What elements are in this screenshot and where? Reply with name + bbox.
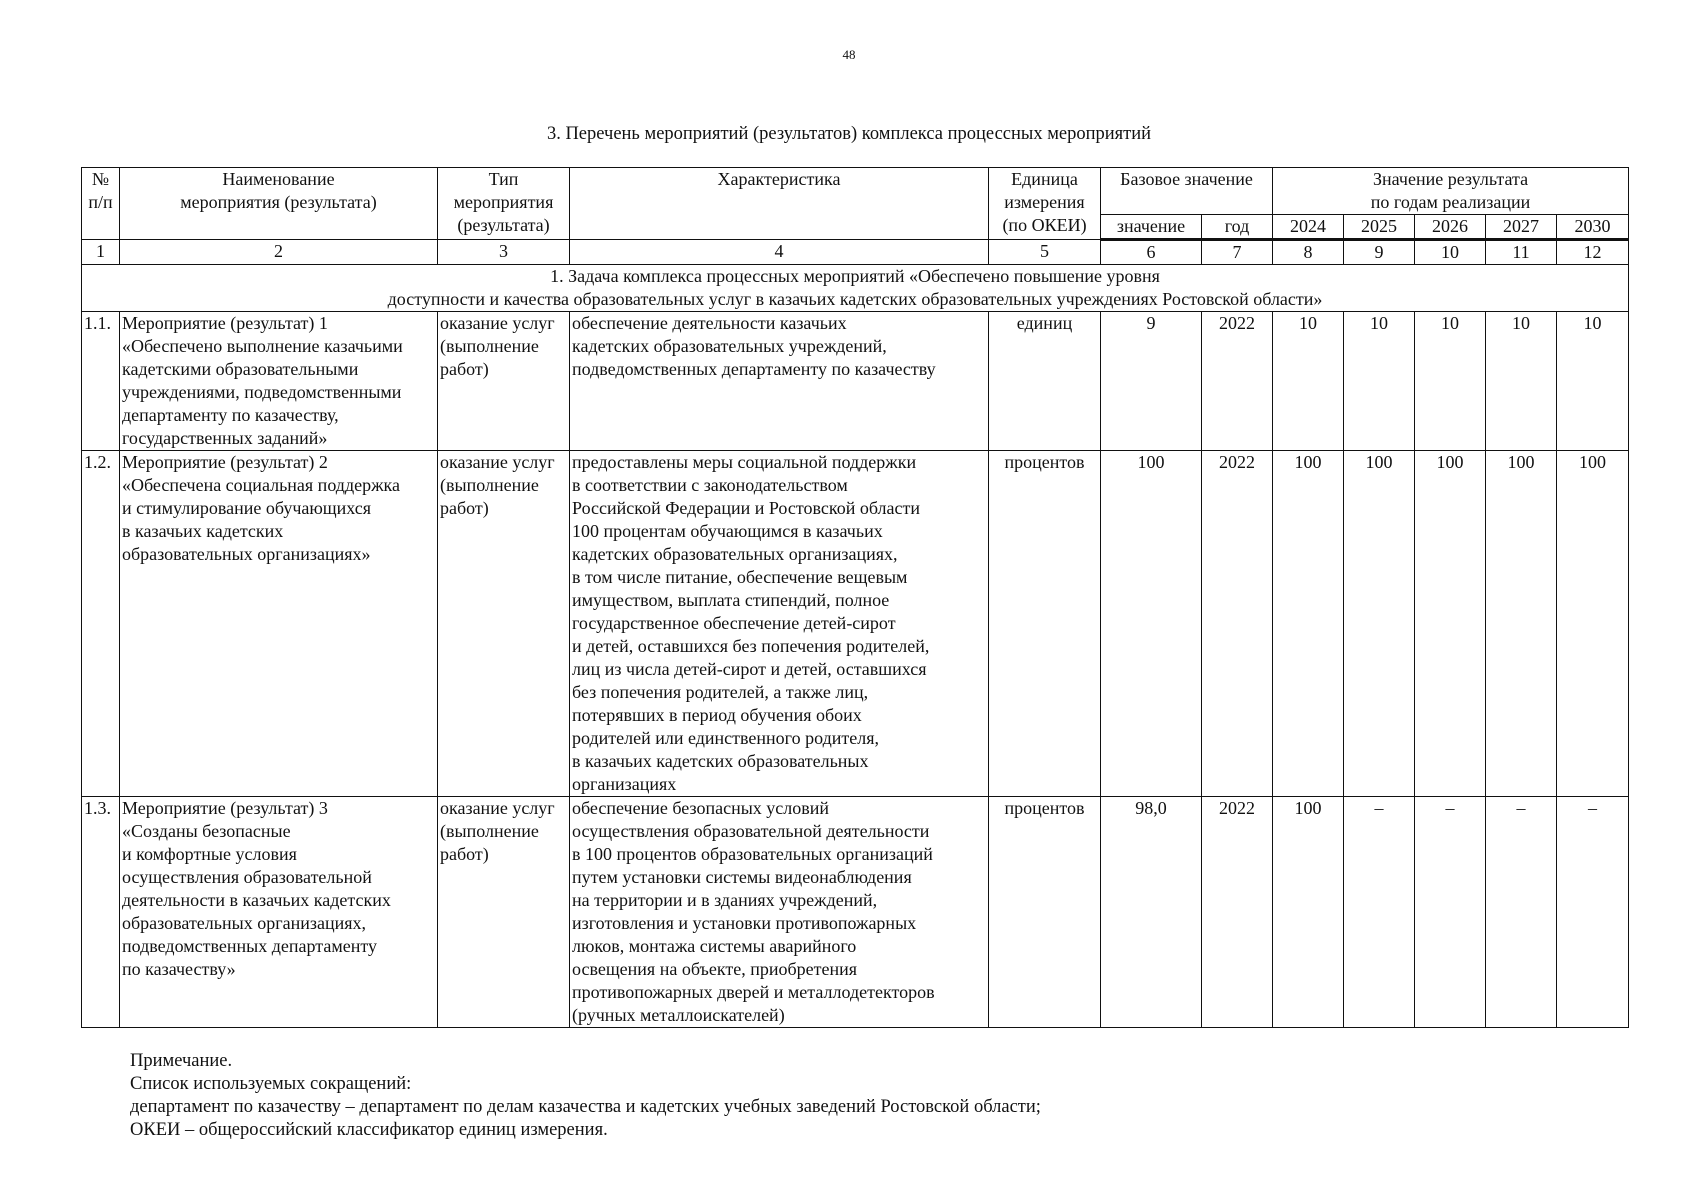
row-value-2024: 10: [1273, 312, 1344, 451]
table-row: [82, 312, 1629, 451]
header-unit: Единица измерения (по ОКЕИ): [989, 168, 1101, 240]
task-header: 1. Задача комплекса процессных мероприятий «Обеспечено повышение уровня доступности и качества образовательных услуг в казачьих кадетских образовательных учреждениях Ростовской области»: [82, 265, 1629, 312]
header-base: Базовое значение: [1101, 168, 1273, 215]
header-year-2027: 2027: [1486, 215, 1557, 240]
column-number: 9: [1344, 240, 1415, 265]
header-year-2026: 2026: [1415, 215, 1486, 240]
row-characteristic: предоставлены меры социальной поддержки в соответствии с законодательством Российской Федерации и Ростовской области 100 процентам обучающимся в казачьих кадетских образовательных организациях, в том числе питание, обеспечение вещевым имуществом, выплата стипендий, полное государственное обеспечение детей-сирот и детей, оставшихся без попечения родителей, лиц из числа детей-сирот и детей, оставшихся без попечения родителей, а также лиц, потерявших в период обучения обоих родителей или единственного родителя, в казачьих кадетских образовательных организациях: [570, 451, 989, 797]
row-unit: процентов: [989, 451, 1101, 797]
row-name: Мероприятие (результат) 3 «Созданы безопасные и комфортные условия осуществления образовательной деятельности в казачьих кадетских образовательных организациях, подведомственных департаменту по казачеству»: [120, 797, 438, 1028]
column-number: 12: [1557, 240, 1629, 265]
column-number: 2: [120, 240, 438, 265]
table-row: [82, 797, 1629, 1028]
header-year-2030: 2030: [1557, 215, 1629, 240]
header-result-values: Значение результата по годам реализации: [1273, 168, 1629, 215]
row-value-2027: 100: [1486, 451, 1557, 797]
row-characteristic: обеспечение безопасных условий осуществления образовательной деятельности в 100 процентов образовательных организаций путем установки системы видеонаблюдения на территории и в зданиях учреждений, изготовления и установки противопожарных люков, монтажа системы аварийного освещения на объекте, приобретения противопожарных дверей и металлодетекторов (ручных металлоискателей): [570, 797, 989, 1028]
row-value-2026: 10: [1415, 312, 1486, 451]
header-base-year: год: [1202, 215, 1273, 240]
row-unit: процентов: [989, 797, 1101, 1028]
row-base-year: 2022: [1202, 797, 1273, 1028]
note-line: ОКЕИ – общероссийский классификатор единиц измерения.: [130, 1120, 608, 1140]
row-base-year: 2022: [1202, 451, 1273, 797]
row-value-2024: 100: [1273, 797, 1344, 1028]
header-year-2025: 2025: [1344, 215, 1415, 240]
row-type: оказание услуг (выполнение работ): [438, 451, 570, 797]
row-name: Мероприятие (результат) 2 «Обеспечена социальная поддержка и стимулирование обучающихся в казачьих кадетских образовательных организациях»: [120, 451, 438, 797]
row-value-2027: 10: [1486, 312, 1557, 451]
column-number: 11: [1486, 240, 1557, 265]
row-value-2025: –: [1344, 797, 1415, 1028]
column-number: 7: [1202, 240, 1273, 265]
notes: [130, 1050, 1041, 1142]
column-number: 3: [438, 240, 570, 265]
column-numbers-row: [82, 240, 1629, 265]
column-number: 8: [1273, 240, 1344, 265]
row-type: оказание услуг (выполнение работ): [438, 797, 570, 1028]
note-line: Примечание.: [130, 1051, 233, 1071]
measures-table: [81, 167, 1629, 1028]
page-number: 48: [842, 47, 856, 62]
header-type: Тип мероприятия (результата): [438, 168, 570, 240]
row-value-2025: 10: [1344, 312, 1415, 451]
row-value-2030: 10: [1557, 312, 1629, 451]
note-line: департамент по казачеству – департамент по делам казачества и кадетских учебных заведений Ростовской области;: [130, 1097, 1041, 1117]
column-number: 6: [1101, 240, 1202, 265]
header-year-2024: 2024: [1273, 215, 1344, 240]
header-characteristic: Характеристика: [570, 168, 989, 240]
row-value-2026: –: [1415, 797, 1486, 1028]
column-number: 4: [570, 240, 989, 265]
row-num: 1.2.: [82, 451, 120, 797]
row-value-2026: 100: [1415, 451, 1486, 797]
note-line: Список используемых сокращений:: [130, 1074, 412, 1094]
header-num: № п/п: [82, 168, 120, 240]
row-num: 1.3.: [82, 797, 120, 1028]
header-name: Наименование мероприятия (результата): [120, 168, 438, 240]
row-value-2027: –: [1486, 797, 1557, 1028]
row-value-2024: 100: [1273, 451, 1344, 797]
row-name: Мероприятие (результат) 1 «Обеспечено выполнение казачьими кадетскими образовательными учреждениями, подведомственными департаменту по казачеству, государственных заданий»: [120, 312, 438, 451]
row-value-2030: 100: [1557, 451, 1629, 797]
row-num: 1.1.: [82, 312, 120, 451]
row-characteristic: обеспечение деятельности казачьих кадетских образовательных учреждений, подведомственных департаменту по казачеству: [570, 312, 989, 451]
task-header-row: [82, 265, 1629, 312]
row-base-value: 9: [1101, 312, 1202, 451]
header-base-value: значение: [1101, 215, 1202, 240]
row-base-value: 100: [1101, 451, 1202, 797]
column-number: 5: [989, 240, 1101, 265]
row-value-2030: –: [1557, 797, 1629, 1028]
row-unit: единиц: [989, 312, 1101, 451]
row-base-year: 2022: [1202, 312, 1273, 451]
column-number: 10: [1415, 240, 1486, 265]
row-value-2025: 100: [1344, 451, 1415, 797]
document-title: 3. Перечень мероприятий (результатов) комплекса процессных мероприятий: [546, 124, 1152, 144]
table-row: [82, 451, 1629, 797]
row-type: оказание услуг (выполнение работ): [438, 312, 570, 451]
column-number: 1: [82, 240, 120, 265]
row-base-value: 98,0: [1101, 797, 1202, 1028]
